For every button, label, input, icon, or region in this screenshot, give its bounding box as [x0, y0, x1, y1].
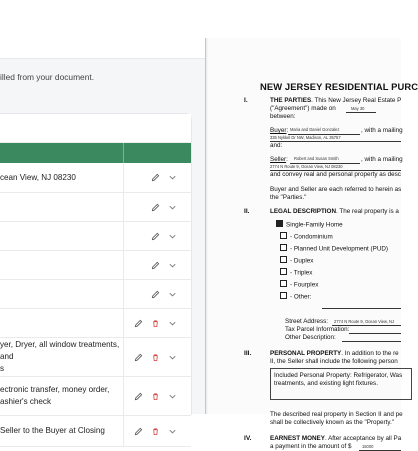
row-value — [0, 193, 123, 221]
edit-icon — [134, 427, 143, 436]
chevron-down-icon[interactable] — [167, 260, 177, 270]
row-actions — [124, 416, 191, 446]
section-number-1: I. — [244, 97, 248, 104]
agreement-date-value[interactable]: May 30 — [351, 106, 365, 111]
other-type-underline — [322, 308, 401, 309]
other-description-label: Other Description: — [285, 334, 336, 341]
row-value — [0, 280, 123, 308]
legal-description-line — [270, 208, 399, 216]
buyer-address-value[interactable]: 335 Nykkel Dr NW, Madison, AL 35757 — [270, 135, 341, 140]
table-row[interactable] — [0, 416, 191, 447]
table-row[interactable] — [0, 251, 191, 280]
date-underline — [346, 112, 376, 113]
edit-icon[interactable] — [150, 260, 160, 270]
property-type-option[interactable] — [276, 220, 343, 230]
chevron-down-icon — [168, 392, 177, 401]
property-type-option[interactable] — [280, 232, 333, 242]
earnest-money-amount[interactable]: 15000 — [362, 444, 374, 449]
edit-icon — [151, 173, 160, 182]
between-label: between: — [270, 113, 296, 120]
chevron-down-icon[interactable] — [167, 202, 177, 212]
described-property-line-1: The described real property in Section II and pe — [270, 411, 403, 418]
street-address-value[interactable]: 2774 N Route 9, Ocean View, NJ — [334, 319, 395, 324]
edit-icon[interactable] — [150, 173, 160, 183]
app-panel — [0, 0, 205, 435]
checkbox[interactable] — [280, 232, 287, 239]
table-row[interactable] — [0, 309, 191, 338]
buyer-name-value[interactable]: Maria and Daniel Gonzalez — [290, 127, 340, 132]
app-header — [0, 0, 205, 59]
seller-colon: : — [286, 156, 288, 163]
section-number-2: II. — [244, 208, 250, 215]
table-header — [0, 143, 191, 163]
edit-icon[interactable] — [150, 289, 160, 299]
chevron-down-icon — [168, 261, 177, 270]
chevron-down-icon[interactable] — [167, 173, 177, 183]
property-type-option[interactable] — [280, 256, 313, 266]
edit-icon — [151, 261, 160, 270]
checkbox[interactable] — [276, 220, 283, 227]
edit-icon[interactable] — [150, 202, 160, 212]
table-row[interactable] — [0, 222, 191, 251]
seller-name-value[interactable]: Robert and Susan Smith — [294, 156, 339, 161]
parties-definition-line-1: Buyer and Seller are each referred to herein as — [270, 186, 402, 193]
property-type-label: Condominium — [293, 233, 333, 241]
row-value-line: ashier's check — [0, 397, 52, 406]
buyer-label: Buyer — [270, 127, 287, 134]
chevron-down-icon[interactable] — [167, 231, 177, 241]
chevron-down-icon[interactable] — [167, 426, 177, 436]
personal-property-line-2: II, the Seller shall include the following person — [270, 358, 398, 365]
seller-address-value[interactable]: 2774 N Route 9, Ocean View, NJ 08230 — [270, 164, 343, 169]
row-value-line: yer, Dryer, all window treatments, and — [0, 340, 120, 361]
earnest-money-heading: EARNEST MONEY — [270, 435, 325, 442]
property-type-label: Other: — [293, 293, 312, 301]
included-property-line-1: Included Personal Property: Refrigerator, Was — [274, 372, 403, 379]
document-edge-shadow — [205, 38, 208, 414]
property-type-label: Single-Family Home — [286, 221, 343, 229]
table-row[interactable] — [0, 280, 191, 309]
delete-icon — [151, 392, 160, 401]
buyer-address-underline — [270, 141, 401, 142]
earnest-money-line — [270, 435, 401, 443]
chevron-down-icon[interactable] — [167, 352, 177, 362]
seller-mailing-label: , with a mailing — [361, 156, 403, 163]
row-value — [0, 338, 123, 376]
chevron-down-icon — [168, 319, 177, 328]
row-actions — [124, 377, 191, 415]
edit-icon — [151, 290, 160, 299]
chevron-down-icon[interactable] — [167, 318, 177, 328]
table-row[interactable] — [0, 163, 191, 193]
described-property-line-2: shall be collectively known as the "Property." — [270, 419, 395, 426]
delete-icon[interactable] — [150, 426, 160, 436]
edit-icon[interactable] — [133, 391, 143, 401]
dash: - — [290, 269, 294, 277]
buyer-colon: : — [286, 127, 289, 134]
legal-description-intro: . The real property is a — [336, 208, 399, 215]
dash: - — [290, 245, 294, 253]
row-value — [0, 377, 123, 415]
tax-parcel-underline — [349, 333, 401, 334]
document-title: NEW JERSEY RESIDENTIAL PURC — [260, 81, 418, 92]
chevron-down-icon — [168, 173, 177, 182]
street-address-label: Street Address: — [285, 318, 329, 325]
row-actions — [124, 251, 191, 279]
property-type-label: Triplex — [293, 269, 313, 277]
delete-icon[interactable] — [150, 352, 160, 362]
edit-icon[interactable] — [150, 231, 160, 241]
edit-icon — [134, 353, 143, 362]
row-actions — [124, 222, 191, 250]
property-type-option[interactable] — [280, 292, 311, 302]
property-type-label: Duplex — [293, 257, 314, 265]
edit-icon[interactable] — [133, 426, 143, 436]
dash: - — [290, 293, 294, 301]
row-value-line: ectronic transfer, money order, — [0, 385, 110, 394]
row-value-line: Seller to the Buyer at Closing — [0, 426, 105, 435]
table-row[interactable] — [0, 193, 191, 222]
other-description-underline — [342, 341, 401, 342]
row-actions — [124, 163, 191, 192]
chevron-down-icon — [168, 203, 177, 212]
checkbox[interactable] — [280, 256, 287, 263]
checkbox[interactable] — [280, 292, 287, 299]
delete-icon[interactable] — [150, 318, 160, 328]
edit-icon[interactable] — [133, 318, 143, 328]
delete-icon — [151, 319, 160, 328]
row-value — [0, 416, 123, 446]
chevron-down-icon — [168, 290, 177, 299]
table-row[interactable] — [0, 338, 191, 377]
earnest-money-intro: . After acceptance by all Pa — [324, 435, 402, 442]
personal-property-line — [270, 350, 399, 358]
checkbox[interactable] — [280, 244, 287, 251]
legal-description-heading: LEGAL DESCRIPTION — [270, 208, 337, 215]
row-value-line: s — [0, 364, 5, 373]
row-actions — [124, 338, 191, 376]
field-rows — [0, 163, 191, 447]
section-number-3: III. — [244, 350, 252, 357]
table-row[interactable] — [0, 377, 191, 416]
property-type-label: Fourplex — [293, 281, 319, 289]
delete-icon[interactable] — [150, 391, 160, 401]
edit-icon — [151, 203, 160, 212]
parties-line-1 — [270, 97, 401, 105]
parties-intro: . This New Jersey Real Estate P — [311, 97, 402, 104]
delete-icon — [151, 427, 160, 436]
card-top-strip — [0, 114, 191, 143]
edit-icon — [134, 319, 143, 328]
agreement-made-on: ("Agreement") made on — [270, 105, 336, 112]
section-number-4: IV. — [244, 435, 252, 442]
row-value-line: cean View, NJ 08230 — [0, 172, 76, 182]
edit-icon — [151, 232, 160, 241]
chevron-down-icon[interactable] — [167, 391, 177, 401]
chevron-down-icon[interactable] — [167, 289, 177, 299]
property-type-label: Planned Unit Development (PUD) — [293, 245, 389, 253]
app-subtitle: illed from your document. — [0, 72, 95, 82]
fields-card — [0, 114, 191, 435]
row-actions — [124, 280, 191, 308]
dash: - — [290, 281, 294, 289]
row-value — [0, 222, 123, 250]
row-actions — [124, 309, 191, 337]
checkbox[interactable] — [280, 268, 287, 275]
seller-label: Seller — [270, 156, 287, 163]
included-property-line-2: treatments, and existing light fixtures. — [274, 380, 378, 387]
parties-heading: THE PARTIES — [270, 97, 312, 104]
row-value — [0, 163, 123, 192]
row-value — [0, 309, 123, 337]
column-separator — [123, 143, 124, 163]
chevron-down-icon — [168, 353, 177, 362]
buyer-row — [270, 127, 288, 135]
personal-property-heading: PERSONAL PROPERTY — [270, 350, 342, 357]
property-type-option[interactable] — [280, 280, 318, 290]
dash: - — [290, 257, 294, 265]
delete-icon — [151, 353, 160, 362]
row-actions — [124, 193, 191, 221]
and-label: and: — [270, 142, 283, 149]
chevron-down-icon — [168, 232, 177, 241]
edit-icon — [134, 392, 143, 401]
row-value — [0, 251, 123, 279]
buyer-mailing-label: , with a mailing — [361, 127, 403, 134]
earnest-money-line-2: a payment in the amount of $ — [270, 443, 352, 450]
property-type-option[interactable] — [280, 244, 388, 254]
tax-parcel-label: Tax Parcel Information: — [285, 326, 350, 333]
seller-row — [270, 156, 288, 164]
chevron-down-icon — [168, 427, 177, 436]
property-type-option[interactable] — [280, 268, 312, 278]
seller-convey-line: and convey real and personal property as desc — [270, 171, 401, 178]
checkbox[interactable] — [280, 280, 287, 287]
dash: - — [290, 233, 294, 241]
edit-icon[interactable] — [133, 352, 143, 362]
parties-definition-line-2: the "Parties." — [270, 194, 307, 201]
document-page — [205, 38, 418, 450]
personal-property-intro: . In addition to the re — [341, 350, 399, 357]
